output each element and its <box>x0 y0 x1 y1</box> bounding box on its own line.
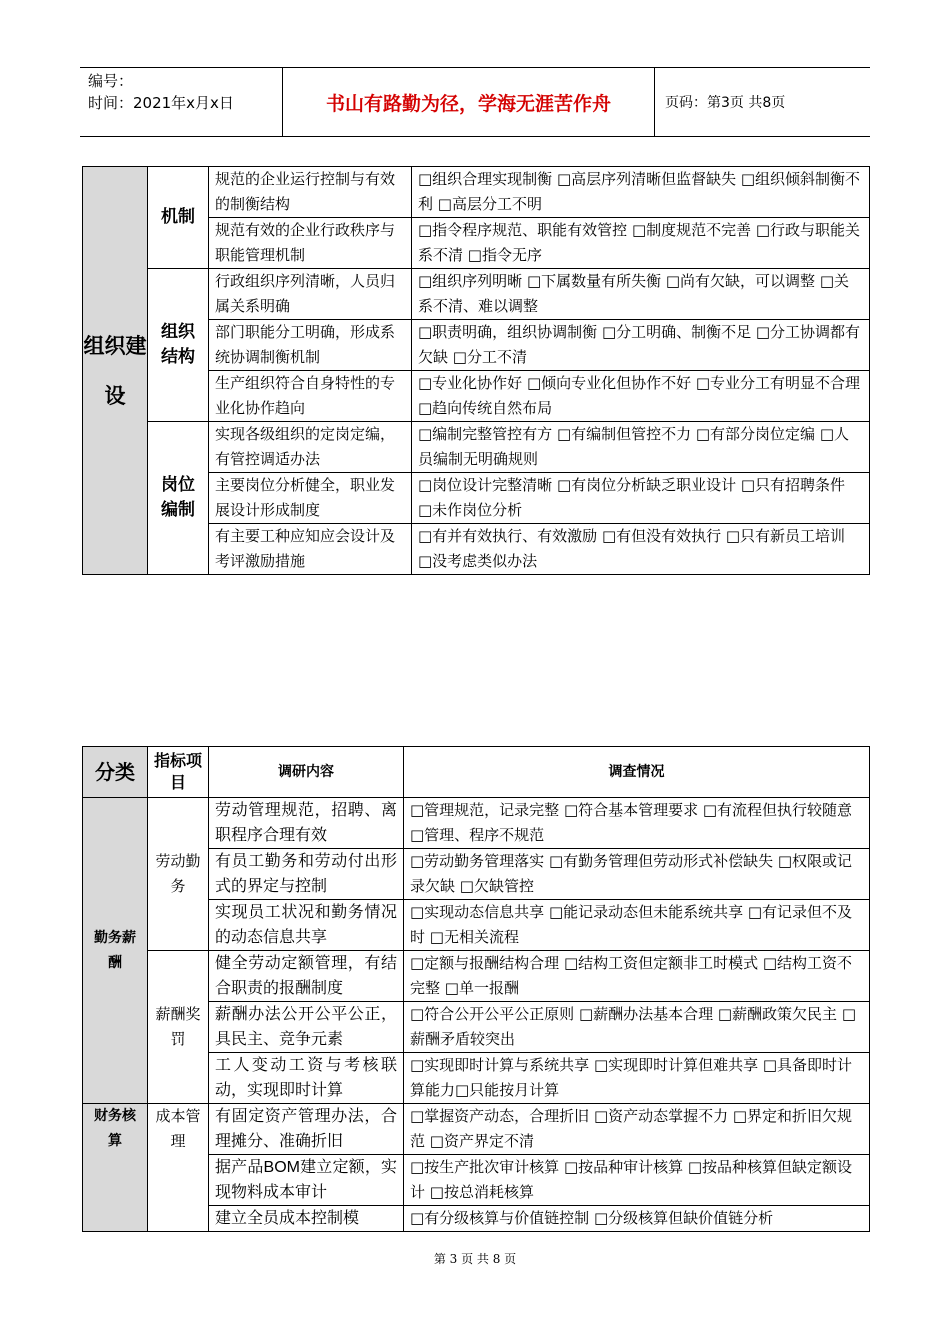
options-cell: □管理规范，记录完整 □符合基本管理要求 □有流程但执行较随意 □管理、程序不规范 <box>404 798 870 849</box>
options-cell: □编制完整管控有方 □有编制但管控不力 □有部分岗位定编 □人员编制无明确规则 <box>412 422 870 473</box>
content-cell: 建立全员成本控制模 <box>209 1206 404 1232</box>
options-cell: □有并有效执行、有效激励 □有但没有效执行 □只有新员工培训 □没考虑类似办法 <box>412 524 870 575</box>
options-cell: □有分级核算与价值链控制 □分级核算但缺价值链分析 <box>404 1206 870 1232</box>
content-cell: 生产组织符合自身特性的专业化协作趋向 <box>209 371 412 422</box>
content-cell: 行政组织序列清晰，人员归属关系明确 <box>209 269 412 320</box>
header-category: 分类 <box>83 747 148 798</box>
content-cell: 据产品BOM建立定额，实现物料成本审计 <box>209 1155 404 1206</box>
options-cell: □符合公开公平公正原则 □薪酬办法基本合理 □薪酬政策欠民主 □薪酬矛盾较突出 <box>404 1002 870 1053</box>
category-finance: 财务核算 <box>83 1104 148 1232</box>
group-labor-duty: 劳动勤务 <box>148 798 209 951</box>
category-duty-pay: 勤务薪酬 <box>83 798 148 1104</box>
page-footer: 第 3 页 共 8 页 <box>433 1252 517 1266</box>
header-page-number: 页码：第3页 共8页 <box>665 95 786 111</box>
content-cell: 实现各级组织的定岗定编，有管控调适办法 <box>209 422 412 473</box>
options-cell: □实现动态信息共享 □能记录动态但未能系统共享 □有记录但不及时 □无相关流程 <box>404 900 870 951</box>
content-cell: 工人变动工资与考核联动，实现即时计算 <box>209 1053 404 1104</box>
options-cell: □定额与报酬结构合理 □结构工资但定额非工时模式 □结构工资不完整 □单一报酬 <box>404 951 870 1002</box>
group-org-structure: 组织结构 <box>148 269 209 422</box>
header-survey: 调查情况 <box>404 747 870 798</box>
options-cell: □按生产批次审计核算 □按品种审计核算 □按品种核算但缺定额设计 □按总消耗核算 <box>404 1155 870 1206</box>
options-cell: □组织序列明晰 □下属数量有所失衡 □尚有欠缺，可以调整 □关系不清、难以调整 <box>412 269 870 320</box>
group-cost-management: 成本管理 <box>148 1104 209 1232</box>
content-cell: 实现员工状况和勤务情况的动态信息共享 <box>209 900 404 951</box>
content-cell: 有主要工种应知应会设计及考评激励措施 <box>209 524 412 575</box>
options-cell: □掌握资产动态，合理折旧 □资产动态掌握不力 □界定和折旧欠规范 □资产界定不清 <box>404 1104 870 1155</box>
group-mechanism: 机制 <box>148 167 209 269</box>
category-org-building: 组织建设 <box>83 167 148 575</box>
options-cell: □实现即时计算与系统共享 □实现即时计算但难共享 □具备即时计算能力□只能按月计算 <box>404 1053 870 1104</box>
time-label: 时间：2021年x月x日 <box>88 94 234 112</box>
header-meta <box>80 68 283 136</box>
survey-table <box>82 746 870 1232</box>
content-cell: 有固定资产管理办法，合理摊分、准确折旧 <box>209 1104 404 1155</box>
header-item: 指标项目 <box>148 747 209 798</box>
content-cell: 健全劳动定额管理，有结合职责的报酬制度 <box>209 951 404 1002</box>
header-motto: 书山有路勤为径，学海无涯苦作舟 <box>283 68 655 136</box>
header-content: 调研内容 <box>209 747 404 798</box>
content-cell: 部门职能分工明确，形成系统协调制衡机制 <box>209 320 412 371</box>
content-cell: 薪酬办法公开公平公正，具民主、竞争元素 <box>209 1002 404 1053</box>
group-pay-reward: 薪酬奖罚 <box>148 951 209 1104</box>
options-cell: □专业化协作好 □倾向专业化但协作不好 □专业分工有明显不合理 □趋向传统自然布局 <box>412 371 870 422</box>
options-cell: □职责明确，组织协调制衡 □分工明确、制衡不足 □分工协调都有欠缺 □分工不清 <box>412 320 870 371</box>
options-cell: □劳动勤务管理落实 □有勤务管理但劳动形式补偿缺失 □权限或记录欠缺 □欠缺管控 <box>404 849 870 900</box>
content-cell: 规范有效的企业行政秩序与职能管理机制 <box>209 218 412 269</box>
content-cell: 规范的企业运行控制与有效的制衡结构 <box>209 167 412 218</box>
content-cell: 有员工勤务和劳动付出形式的界定与控制 <box>209 849 404 900</box>
content-cell: 主要岗位分析健全，职业发展设计形成制度 <box>209 473 412 524</box>
options-cell: □组织合理实现制衡 □高层序列清晰但监督缺失 □组织倾斜制衡不利 □高层分工不明 <box>412 167 870 218</box>
org-building-table <box>82 166 870 575</box>
content-cell: 劳动管理规范，招聘、离职程序合理有效 <box>209 798 404 849</box>
options-cell: □岗位设计完整清晰 □有岗位分析缺乏职业设计 □只有招聘条件 □未作岗位分析 <box>412 473 870 524</box>
page-header <box>80 67 870 137</box>
options-cell: □指令程序规范、职能有效管控 □制度规范不完善 □行政与职能关系不清 □指令无序 <box>412 218 870 269</box>
code-label: 编号： <box>88 72 134 90</box>
group-post-staffing: 岗位编制 <box>148 422 209 575</box>
